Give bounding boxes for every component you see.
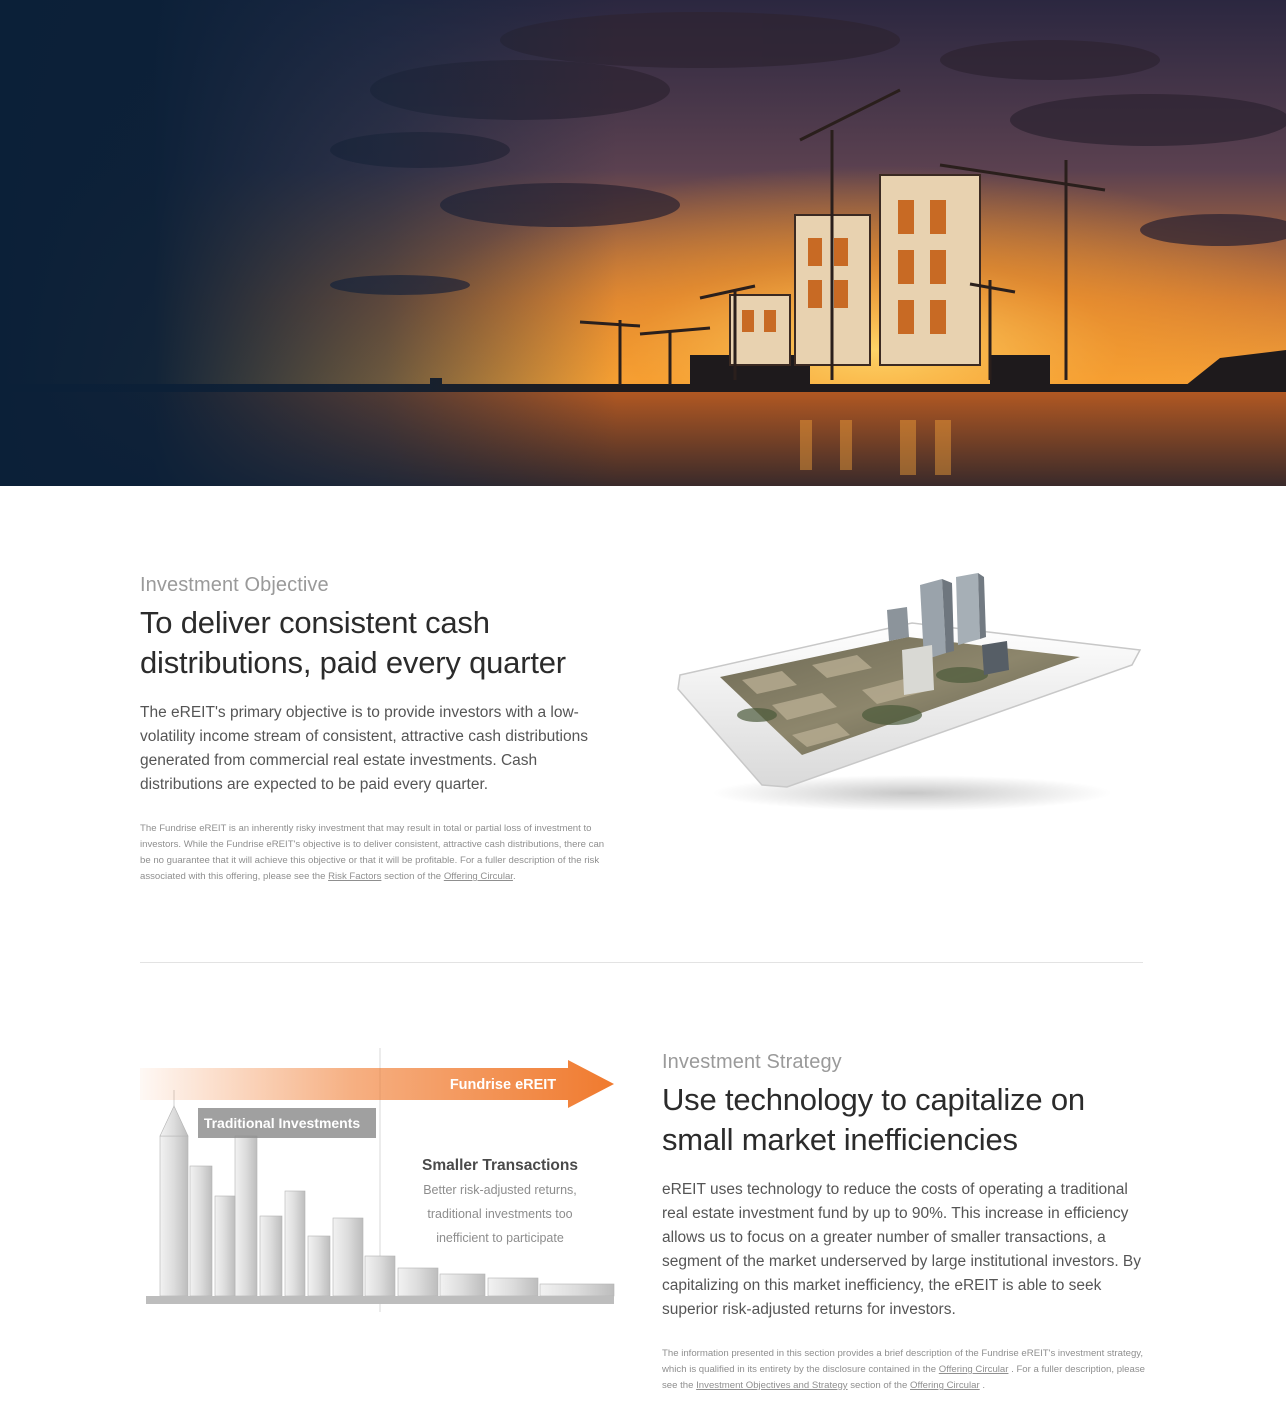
smaller-line1: Better risk-adjusted returns, — [423, 1183, 577, 1197]
offering-circular-link-1[interactable]: Offering Circular — [938, 1364, 1009, 1375]
strategy-eyebrow: Investment Strategy — [662, 1051, 842, 1073]
objective-section — [140, 574, 615, 885]
section-divider — [140, 962, 1143, 963]
strategy-disclaimer-suffix: . — [979, 1380, 986, 1391]
objective-disclaimer — [140, 821, 615, 885]
strategy-infographic — [140, 1046, 620, 1314]
strategy-headline-line2: small market inefficiencies — [662, 1122, 1018, 1157]
strategy-headline — [662, 1080, 1146, 1160]
objective-headline — [140, 603, 615, 683]
strategy-section — [662, 1051, 1146, 1394]
objective-eyebrow: Investment Objective — [140, 574, 329, 596]
strategy-disclaimer-prefix: The information presented in this section provides a brief description of the Fundrise eREIT's investment strategy, which is qualified in its entirety by the disclosure contained in the — [662, 1348, 1144, 1375]
arrow-label: Fundrise eREIT — [449, 1077, 557, 1093]
investment-objectives-link[interactable]: Investment Objectives and Strategy — [696, 1380, 848, 1391]
objective-disclaimer-middle: section of the — [381, 871, 444, 882]
tablet-city-image — [662, 565, 1148, 815]
offering-circular-link[interactable]: Offering Circular — [443, 871, 513, 882]
smaller-line2: traditional investments too — [427, 1207, 573, 1221]
strategy-disclaimer-middle2: section of the — [847, 1380, 910, 1391]
strategy-disclaimer — [662, 1346, 1146, 1394]
hero-image — [0, 0, 1286, 486]
strategy-headline-line1: Use technology to capitalize on — [662, 1082, 1085, 1117]
smaller-line3: inefficient to participate — [436, 1231, 564, 1245]
risk-factors-link[interactable]: Risk Factors — [328, 871, 382, 882]
objective-disclaimer-suffix: . — [512, 871, 516, 882]
objective-disclaimer-prefix: The Fundrise eREIT is an inherently risky investment that may result in total or partial loss of investment to investors. While the Fundrise eREIT's objective is to deliver consistent, attractive cash distributions, there can be no guarantee that it will achieve this objective or that it will be profitable. For a fuller description of the risk associated with this offering, please see the — [140, 823, 605, 882]
objective-headline-line2: distributions, paid every quarter — [140, 645, 566, 680]
offering-circular-link-2[interactable]: Offering Circular — [910, 1380, 980, 1391]
traditional-label: Traditional Investments — [203, 1115, 361, 1131]
smaller-title: Smaller Transactions — [422, 1157, 578, 1174]
strategy-disclaimer-middle: . For a fuller description, please see the — [662, 1364, 1145, 1391]
objective-headline-line1: To deliver consistent cash — [140, 605, 490, 640]
objective-body: The eREIT's primary objective is to provide investors with a low-volatility income stream of consistent, attractive cash distributions generated from commercial real estate investments. Cash distributions are expected to be paid every quarter. — [140, 704, 588, 793]
strategy-body: eREIT uses technology to reduce the costs of operating a traditional real estate investment fund by up to 90%. This increase in efficiency allows us to focus on a greater number of smaller transactions, a segment of the market underserved by large institutional investors. By capitalizing on this market inefficiency, the eREIT is able to seek superior risk-adjusted returns for investors. — [662, 1181, 1142, 1318]
